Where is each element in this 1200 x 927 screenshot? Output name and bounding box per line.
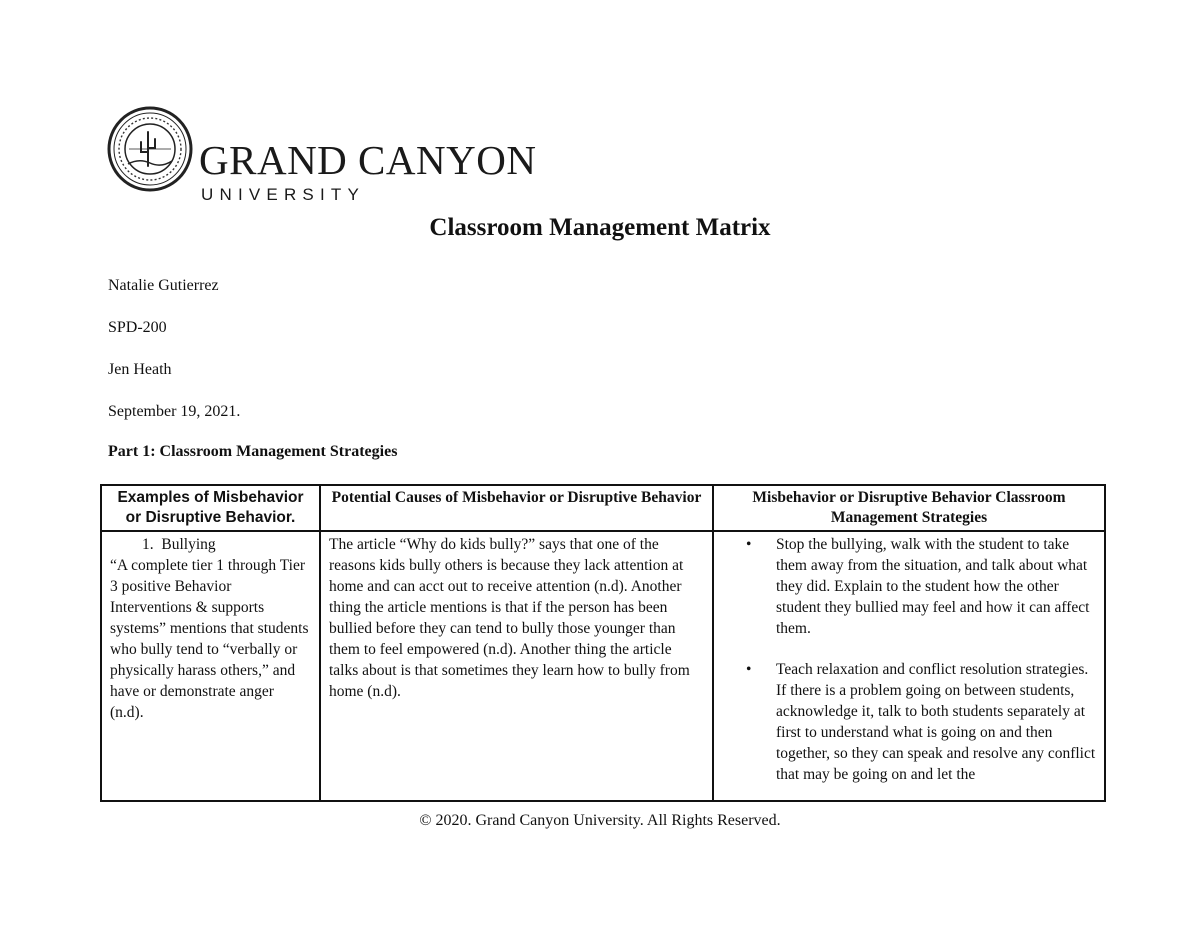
cell-causes	[320, 531, 713, 801]
document-date: September 19, 2021.	[108, 403, 241, 420]
copyright-footer: © 2020. Grand Canyon University. All Rights Reserved.	[419, 812, 781, 829]
example-title: Bullying	[161, 536, 216, 553]
university-seal-icon	[107, 106, 193, 192]
course-code: SPD-200	[108, 319, 167, 336]
bullet-icon: •	[746, 536, 752, 553]
university-logo	[107, 106, 537, 204]
instructor-name: Jen Heath	[108, 361, 172, 378]
classroom-management-table	[100, 484, 1106, 802]
example-description: “A complete tier 1 through Tier 3 positive Behavior Interventions & supports systems” mentions that students who bully tend to “verbally or physically harass others,” and have or demonstrate anger (n.d).	[110, 557, 309, 721]
part-heading: Part 1: Classroom Management Strategies	[108, 443, 398, 460]
table-row	[101, 531, 1105, 801]
causes-text: The article “Why do kids bully?” says that one of the reasons kids bully others is because they lack attention at home and can acct out to receive attention (n.d). Another thing the article mentions is that if the person has been bullied before they can tend to bully those younger than them to feel empowered (n.d). Another thing the article talks about is that sometimes they learn how to bully from home (n.d).	[329, 536, 690, 700]
cell-example	[101, 531, 320, 801]
strategy-item	[722, 659, 1096, 785]
author-name: Natalie Gutierrez	[108, 277, 219, 294]
strategy-item	[722, 534, 1096, 639]
logo-name-sub: UNIVERSITY	[201, 185, 366, 204]
table-header-row	[101, 485, 1105, 531]
cell-strategies	[713, 531, 1105, 801]
document-title: Classroom Management Matrix	[429, 214, 771, 241]
strategy-text: Stop the bullying, walk with the student to take them away from the situation, and talk about what they did. Explain to the student how the other student they bullied may feel and how it can affect them.	[776, 536, 1090, 637]
example-number: 1.	[142, 536, 154, 553]
header-strategies: Misbehavior or Disruptive Behavior Classroom Management Strategies	[713, 485, 1105, 531]
header-examples: Examples of Misbehavior or Disruptive Behavior.	[101, 485, 320, 531]
bullet-icon: •	[746, 661, 752, 678]
header-causes: Potential Causes of Misbehavior or Disruptive Behavior	[320, 485, 713, 531]
logo-name-main: GRAND CANYON	[199, 137, 537, 183]
logo-wordmark	[199, 137, 537, 205]
example-list-item	[110, 534, 311, 555]
strategy-text: Teach relaxation and conflict resolution strategies. If there is a problem going on between students, acknowledge it, talk to both students separately at first to understand what is going on and then together, so they can speak and resolve any conflict that may be going on and let the	[776, 661, 1096, 783]
